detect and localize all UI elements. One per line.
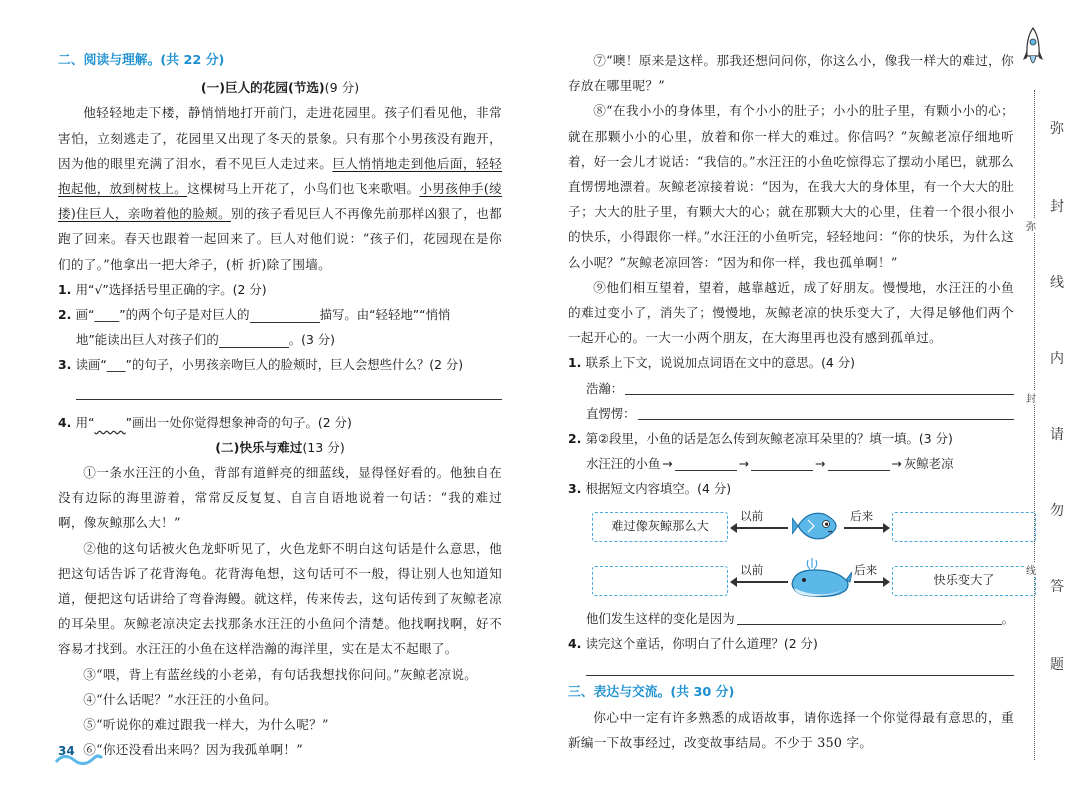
- passage2-q4-text: 读完这个童话，你明白了什么道理？(2 分): [585, 635, 818, 651]
- q2-chain: 水汪汪的小鱼 → → → → 灰鲸老凉: [568, 451, 1014, 476]
- passage1-q2-b: 描写。由“轻轻地”“悄悄: [319, 307, 451, 323]
- answer-blank[interactable]: [828, 457, 890, 471]
- passage2-title-text: (二)快乐与难过: [215, 439, 303, 455]
- answer-blank[interactable]: [675, 457, 737, 471]
- page-number: 34: [58, 744, 75, 758]
- binding-small-char: 封: [1026, 390, 1036, 405]
- answer-blank[interactable]: [219, 334, 289, 348]
- whale-before-box[interactable]: [592, 566, 728, 596]
- label-before: 以前: [740, 508, 764, 523]
- binding-char: 封: [1050, 199, 1064, 215]
- passage1-underline1: 巨人悄悄地走到他后面，轻轻抱起他，放到树枝上。: [58, 155, 502, 197]
- label-after: 后来: [850, 508, 874, 523]
- fish-icon: [792, 506, 840, 546]
- passage1-q1-text: 用“√”选择括号里正确的字。(2 分): [75, 281, 267, 297]
- passage1-q1: 1. 用“√”选择括号里正确的字。(2 分): [58, 281, 267, 297]
- change-diagram: [592, 506, 1012, 602]
- passage1-part1: 他轻轻地走下楼，静悄悄地打开前门，走进花园里。孩子们看见他，非常害怕，立刻逃走了，花园里又出现了冬天的景象。只有那个小男孩没有跑开，因为他的眼里充满了泪水，看不见巨人走过来。: [58, 105, 502, 171]
- q3-reason-label: 他们发生这样的变化是因为: [586, 610, 735, 626]
- passage2-p7: ⑦“噢！原来是这样。那我还想问问你，你这么小，像我一样大的难过，你存放在哪里呢？”: [568, 53, 1014, 94]
- passage1-q2-c: 地”能读出巨人对孩子们的: [76, 332, 219, 348]
- passage2-p3: ③“喂，背上有蓝丝线的小老弟，有句话我想找你问问。”灰鲸老凉说。: [83, 666, 478, 682]
- answer-line[interactable]: [625, 381, 1014, 395]
- passage2-title: [58, 435, 502, 460]
- binding-char: 题: [1050, 657, 1064, 673]
- answer-line[interactable]: [638, 406, 1014, 420]
- passage1-q4-a: 用“: [75, 414, 95, 430]
- binding-small-char: 线: [1026, 562, 1036, 577]
- passage1-q2-a: 画“____”的两个句子是对巨人的: [75, 307, 250, 323]
- binding-char: 弥: [1050, 121, 1064, 137]
- fish-before-box: 难过像灰鲸那么大: [592, 512, 728, 542]
- right-column: [568, 48, 1014, 756]
- fish-after-box[interactable]: [892, 512, 1036, 542]
- binding-char: 请: [1050, 427, 1064, 443]
- passage1-q3: 3. 读画“___”的句子，小男孩亲吻巨人的脸颊时，巨人会想些什么？(2 分): [58, 357, 464, 373]
- passage1-title: [58, 75, 502, 100]
- q2-chain-end: 灰鲸老凉: [903, 456, 954, 472]
- passage1-text: [58, 100, 502, 276]
- q1-zhilengleng-label: 直愣愣：: [586, 405, 636, 421]
- binding-dotted-line: [1034, 90, 1035, 760]
- label-after: 后来: [854, 562, 878, 577]
- passage1-q3-text: 读画“___”的句子，小男孩亲吻巨人的脸颊时，巨人会想些什么？(2 分): [75, 357, 464, 373]
- binding-char: 答: [1050, 579, 1064, 595]
- rocket-icon: [1022, 26, 1044, 86]
- section3-text: 你心中一定有许多熟悉的成语故事，请你选择一个你觉得最有意思的，重新编一下故事经过，改变故事结局。不少于 350 字。: [568, 710, 1014, 751]
- passage1-points: (9 分): [324, 80, 360, 96]
- whale-icon: [788, 556, 852, 600]
- passage2-p6: ⑥“你还没看出来吗？因为我孤单啊！”: [83, 742, 303, 758]
- passage1-q2: 2. 画“____”的两个句子是对巨人的 描写。由“轻轻地”“悄悄: [58, 307, 451, 323]
- passage2-p8: ⑧“在我小小的身体里，有个小小的肚子；小小的肚子里，有颗小小的心；就在那颗小小的心里，放着和你一样大的难过。你信吗？”灰鲸老凉仔细地听着，好一会儿才说话：“我信的。”水汪汪的小鱼吃惊得忘了摆动小尾巴，就那么直愣愣地漂着。灰鲸老凉接着说：“因为，在我大大的身体里，有一个大大的肚子；大大的肚子里，有颗大大的心；就在那颗大大的心里，住着一个很小很小的快乐，小得跟你一样。”水汪汪的小鱼听完，轻轻地问：“你的快乐，为什么这么小呢？”灰鲸老凉回答：“因为和你一样，我也孤单啊！”: [568, 103, 1014, 270]
- q1-zhilengleng-row: [568, 401, 1014, 426]
- answer-line[interactable]: [737, 611, 1002, 625]
- passage2-q3: 3. 根据短文内容填空。(4 分): [568, 481, 732, 497]
- answer-blank[interactable]: [250, 309, 320, 323]
- label-before: 以前: [740, 562, 764, 577]
- answer-blank[interactable]: [751, 457, 813, 471]
- passage2-q4: 4. 读完这个童话，你明白了什么道理？(2 分): [568, 635, 818, 651]
- passage2-p4: ④“什么话呢？”水汪汪的小鱼问。: [83, 691, 278, 707]
- binding-char: 内: [1050, 351, 1064, 367]
- binding-char: 线: [1050, 275, 1064, 291]
- whale-after-box: 快乐变大了: [892, 566, 1036, 596]
- passage2-p2: ②他的这句话被火色龙虾听见了，火色龙虾不明白这句话是什么意思，他把这句话告诉了花背海龟。花背海龟想，这句话可不一般，得让别人也知道知道，便把这句话讲给了弯眷海鳗。就这样，传来传去，这句话传到了灰鲸老凉的耳朵里。灰鲸老凉决定去找那条水汪汪的小鱼问个清楚。他找啊找啊，好不容易才找到。水汪汪的小鱼在这样浩瀚的海洋里，实在是太不起眼了。: [58, 540, 502, 657]
- passage1-part2: 这棵树马上开花了，小鸟们也飞来歌唱。: [187, 181, 420, 197]
- passage2-points: (13 分): [302, 439, 345, 455]
- section2-title: 二、阅读与理解。(共 22 分): [58, 53, 225, 68]
- passage2-q3-text: 根据短文内容填空。(4 分): [585, 481, 732, 497]
- passage2-p9: ⑨他们相互望着，望着，越靠越近，成了好朋友。慢慢地，水汪汪的小鱼的难过变小了，消失了；慢慢地，灰鲸老凉的快乐变大了，大得足够他们两个一起开心的。一大一小两个朋友，在大海里再也没有感到孤单过。: [568, 279, 1014, 346]
- passage2-q1-text: 联系上下文，说说加点词语在文中的意思。(4 分): [585, 355, 855, 371]
- passage2-q1: 1. 联系上下文，说说加点词语在文中的意思。(4 分): [568, 355, 855, 371]
- passage2-q2: 2. 第②段里，小鱼的话是怎么传到灰鲸老凉耳朵里的？填一填。(3 分): [568, 431, 953, 447]
- answer-line[interactable]: [76, 382, 502, 400]
- passage1-q2-cont: [58, 327, 502, 352]
- passage2-p1: ①一条水汪汪的小鱼，背部有道鲜亮的细蓝线，显得怪好看的。他独自在没有边际的海里游着，常常反反复复、自言自语地说着一句话：“我的难过啊，像灰鲸那么大！”: [58, 465, 502, 531]
- q1-haohan-row: [568, 376, 1014, 401]
- passage1-underline2: 小男孩伸手(绫 搂)住巨人，亲吻着他的脸颊。: [58, 181, 503, 222]
- passage1-title-text: (一)巨人的花园(节选): [200, 80, 325, 96]
- passage1-q2-d: 。(3 分): [288, 332, 335, 348]
- answer-line[interactable]: [586, 658, 1014, 676]
- section3-title: 三、表达与交流。(共 30 分): [568, 685, 735, 701]
- passage2-q2-text: 第②段里，小鱼的话是怎么传到灰鲸老凉耳朵里的？填一填。(3 分): [585, 431, 953, 447]
- passage1-part3: 别的孩子看见巨人不再像先前那样凶狠了，也都跑了回来。春天也跟着一起回来了。巨人对他们说：“孩子们，花园现在是你们的了。”他拿出一把大斧子，(析 折)除了围墙。: [58, 206, 502, 272]
- q2-chain-start: 水汪汪的小鱼: [586, 456, 661, 472]
- passage1-q4: 4. 用“~~~”画出一处你觉得想象神奇的句子。(2 分): [58, 414, 352, 430]
- q1-haohan-label: 浩瀚：: [586, 380, 624, 396]
- passage2-p5: ⑤“听说你的难过跟我一样大，为什么呢？”: [83, 717, 329, 733]
- wavy-line-mark: ~~~: [94, 414, 126, 430]
- q3-reason-row: 他们发生这样的变化是因为 。: [568, 606, 1014, 631]
- passage1-q4-b: ”画出一处你觉得想象神奇的句子。(2 分): [125, 414, 352, 430]
- left-column: [58, 48, 502, 762]
- binding-small-char: 弥: [1026, 218, 1036, 233]
- binding-char: 勿: [1050, 503, 1064, 519]
